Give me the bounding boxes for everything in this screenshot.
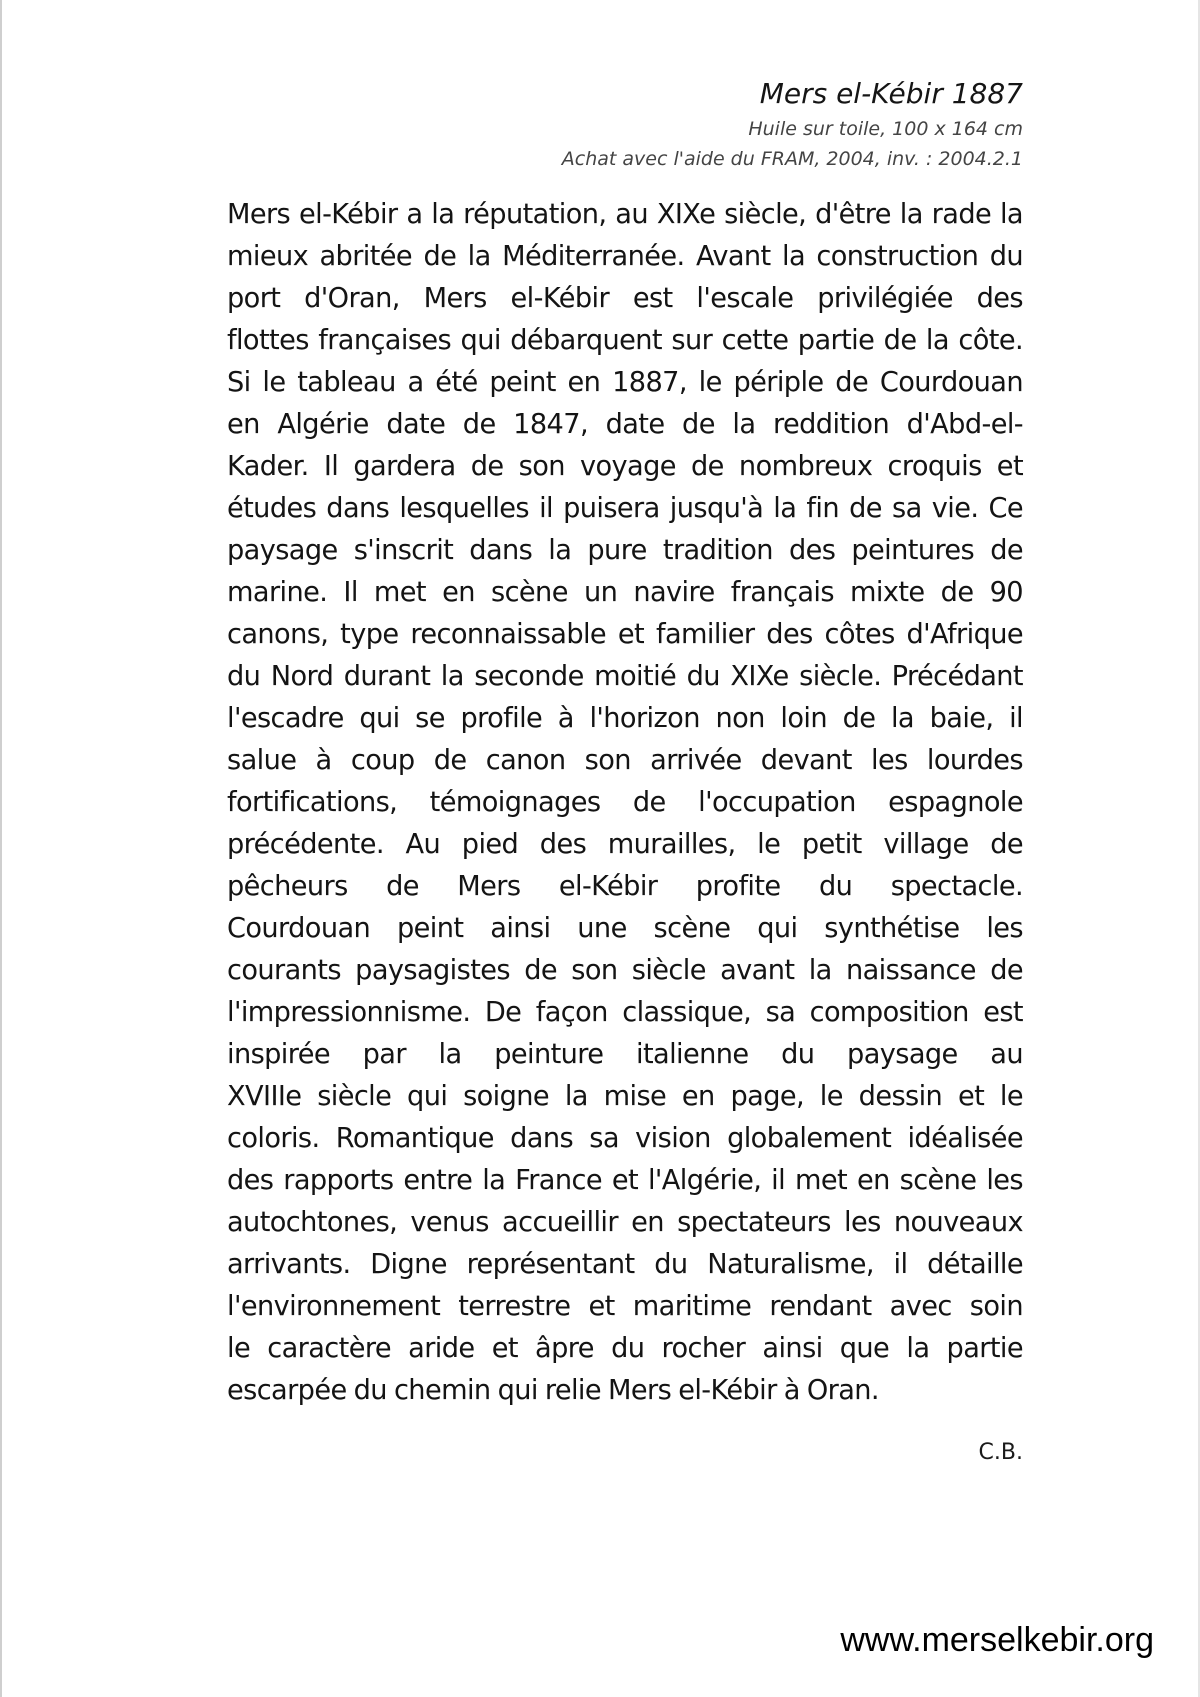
text-line: du Nord durant la seconde moitié du XIXe siècle. Précédant	[227, 661, 1023, 692]
artwork-acquisition: Achat avec l'aide du FRAM, 2004, inv. : 2004.2.1	[561, 148, 1023, 170]
text-line: autochtones, venus accueillir en spectateurs les nouveaux	[227, 1207, 1023, 1238]
text-line: escarpée du chemin qui relie Mers el-Kébir à Oran.	[227, 1375, 879, 1406]
text-line: mieux abritée de la Méditerranée. Avant la construction du	[227, 241, 1023, 272]
text-line: flottes françaises qui débarquent sur cette partie de la côte.	[227, 325, 1023, 356]
author-initials: C.B.	[978, 1440, 1023, 1465]
text-line: l'escadre qui se profile à l'horizon non loin de la baie, il	[227, 703, 1023, 734]
artwork-medium: Huile sur toile, 100 x 164 cm	[748, 118, 1023, 140]
text-line: Courdouan peint ainsi une scène qui synthétise les	[227, 913, 1023, 944]
text-line: précédente. Au pied des murailles, le petit village de	[227, 829, 1023, 860]
text-line: études dans lesquelles il puisera jusqu'à la fin de sa vie. Ce	[227, 493, 1023, 524]
text-line: paysage s'inscrit dans la pure tradition des peintures de	[227, 535, 1023, 566]
text-line: fortifications, témoignages de l'occupation espagnole	[227, 787, 1023, 818]
text-line: des rapports entre la France et l'Algérie, il met en scène les	[227, 1165, 1023, 1196]
text-line: canons, type reconnaissable et familier des côtes d'Afrique	[227, 619, 1023, 650]
source-url: www.merselkebir.org	[840, 1621, 1154, 1659]
text-line: XVIIIe siècle qui soigne la mise en page, le dessin et le	[227, 1081, 1023, 1112]
text-line: coloris. Romantique dans sa vision globalement idéalisée	[227, 1123, 1023, 1154]
text-line: Si le tableau a été peint en 1887, le périple de Courdouan	[227, 367, 1023, 398]
text-line: l'impressionnisme. De façon classique, sa composition est	[227, 997, 1023, 1028]
text-line: arrivants. Digne représentant du Naturalisme, il détaille	[227, 1249, 1023, 1280]
text-line: port d'Oran, Mers el-Kébir est l'escale privilégiée des	[227, 283, 1023, 314]
scan-left-edge	[0, 0, 2, 1697]
text-line: le caractère aride et âpre du rocher ainsi que la partie	[227, 1333, 1023, 1364]
text-line: salue à coup de canon son arrivée devant les lourdes	[227, 745, 1023, 776]
text-line: pêcheurs de Mers el-Kébir profite du spectacle.	[227, 871, 1023, 902]
text-line: inspirée par la peinture italienne du paysage au	[227, 1039, 1023, 1070]
description-text	[227, 194, 1023, 1412]
text-line: en Algérie date de 1847, date de la reddition d'Abd-el-	[227, 409, 1023, 440]
artwork-caption	[227, 74, 1023, 174]
text-line: marine. Il met en scène un navire français mixte de 90	[227, 577, 1023, 608]
text-line: l'environnement terrestre et maritime rendant avec soin	[227, 1291, 1023, 1322]
artwork-title: Mers el-Kébir 1887	[759, 77, 1023, 110]
text-line: courants paysagistes de son siècle avant la naissance de	[227, 955, 1023, 986]
text-line: Mers el-Kébir a la réputation, au XIXe siècle, d'être la rade la	[227, 199, 1023, 230]
text-line: Kader. Il gardera de son voyage de nombreux croquis et	[227, 451, 1023, 482]
